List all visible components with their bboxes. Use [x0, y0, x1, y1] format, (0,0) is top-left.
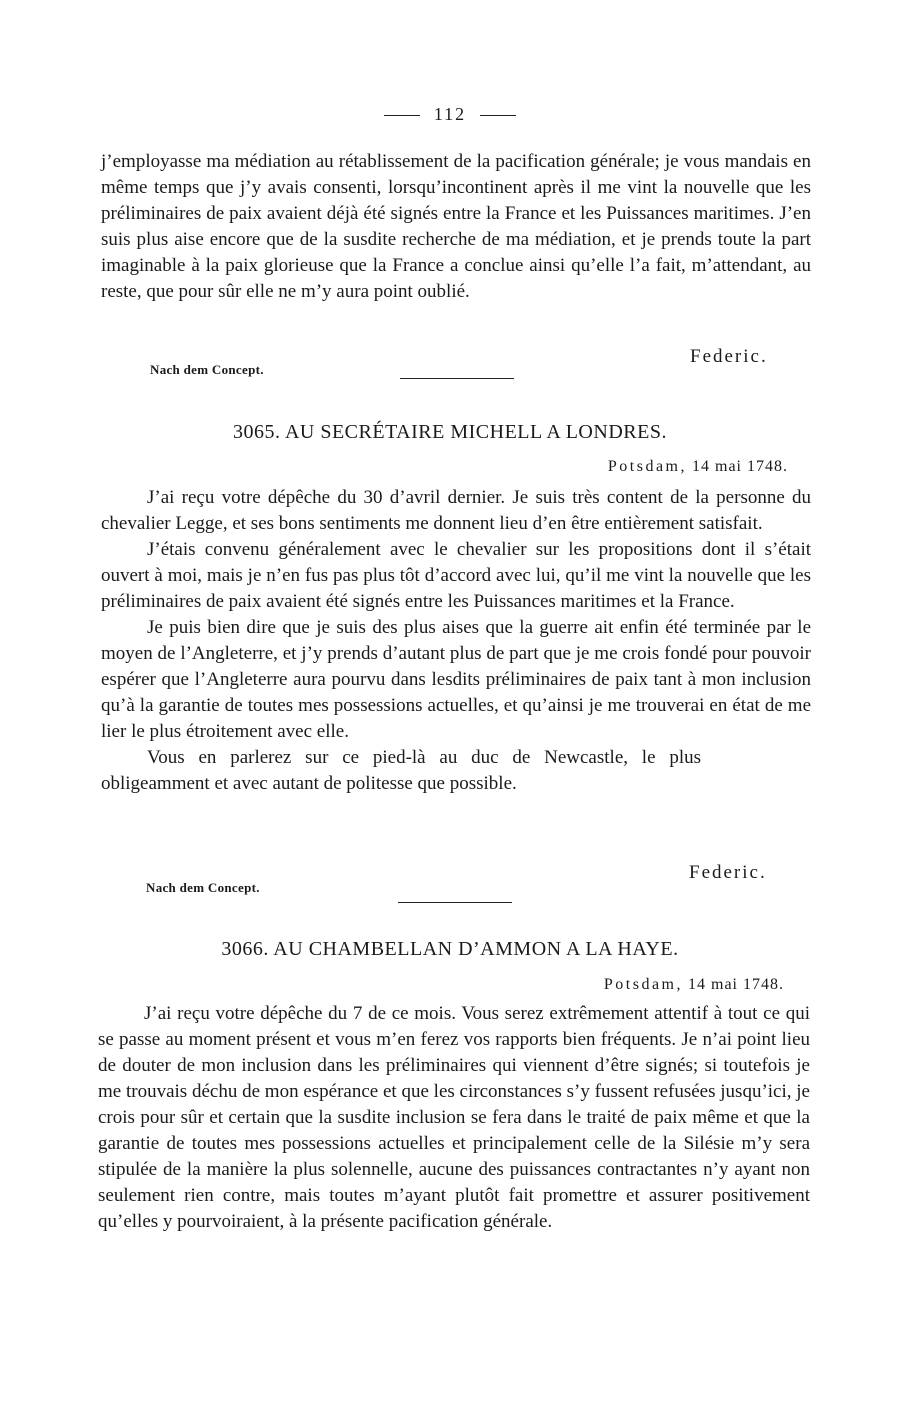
previous-letter-body — [101, 149, 811, 305]
letter-date: 14 mai 1748. — [692, 458, 788, 475]
letter-place: Potsdam, — [607, 458, 687, 475]
paragraph: j’employasse ma médiation au rétablissement de la pacification générale; je vous mandais en même temps que j’y avais consenti, lorsqu’incontinent après il me vint la nouvelle que les préliminaires de paix avaient déjà été signés entre la France et les Puissances maritimes. J’en suis plus aise encore que de la susdite recherche de ma médiation, et je prends toute la part imaginable à la paix glorieuse que la France a conclue ainsi qu’elle l’a fait, m’attendant, au reste, que pour sûr elle ne m’y aura point oublié. — [101, 151, 811, 302]
letter-date: 14 mai 1748. — [688, 976, 784, 993]
separator-rule — [398, 902, 512, 903]
letter-place: Potsdam, — [603, 976, 683, 993]
signature: Federic. — [689, 862, 767, 883]
paragraph: Vous en parlerez sur ce pied-là au duc de Newcastle, le plus obligeamment et avec autant de politesse que possible. — [101, 747, 701, 794]
source-note: Nach dem Concept. — [146, 880, 260, 895]
page-header — [0, 104, 900, 125]
paragraph: Je puis bien dire que je suis des plus aises que la guerre ait enfin été terminée par le moyen de l’Angleterre, et j’y prends d’autant plus de part que je me crois fondé pour pouvoir espérer que l’Angleterre aura pourvu dans lesdits préliminaires de paix tant à mon inclusion qu’à la garantie de toutes mes possessions actuelles, et qu’ainsi je me trouverai en état de me lier le plus étroitement avec elle. — [101, 617, 811, 742]
letter-dateline — [608, 458, 788, 476]
paragraph: J’étais convenu généralement avec le chevalier sur les propositions dont il s’était ouvert à moi, mais je n’en fus pas plus tôt d’accord avec lui, qu’il me vint la nouvelle que les préliminaires de paix avaient été signés entre les Puissances maritimes et la France. — [101, 539, 811, 612]
header-dash-left — [384, 115, 420, 116]
paragraph: J’ai reçu votre dépêche du 7 de ce mois. Vous serez extrêmement attentif à tout ce qui se passe au moment présent et vous m’en ferez vos rapports bien fréquents. Je n’ai point lieu de douter de mon inclusion dans les préliminaires qui viennent d’être signés; si toutefois je me trouvais déchu de mon espérance et que les circonstances s’y fussent refusées jusqu’ici, je crois pour sûr et certain que la susdite inclusion se fera dans le traité de paix même et que la garantie de toutes mes possessions actuelles et principalement celle de la Silésie m’y sera stipulée de la manière la plus solennelle, aucune des puissances contractantes n’y ayant non seulement rien contre, mais toutes m’ayant plutôt fait promettre et assurer positivement qu’elles y pourvoiraient, à la présente pacification générale. — [98, 1003, 810, 1232]
letter-dateline — [604, 976, 784, 994]
separator-rule — [400, 378, 514, 379]
header-dash-right — [480, 115, 516, 116]
letter-title: 3065. AU SECRÉTAIRE MICHELL A LONDRES. — [233, 421, 667, 443]
letter-body — [98, 1001, 810, 1235]
page-number: 112 — [433, 104, 467, 124]
paragraph: J’ai reçu votre dépêche du 30 d’avril dernier. Je suis très content de la personne du chevalier Legge, et ses bons sentiments me donnent lieu d’en être entièrement satisfait. — [101, 487, 811, 534]
letter-title: 3066. AU CHAMBELLAN D’AMMON A LA HAYE. — [221, 938, 679, 960]
signature: Federic. — [690, 346, 768, 367]
letter-body — [101, 485, 811, 797]
source-note: Nach dem Concept. — [150, 362, 264, 377]
